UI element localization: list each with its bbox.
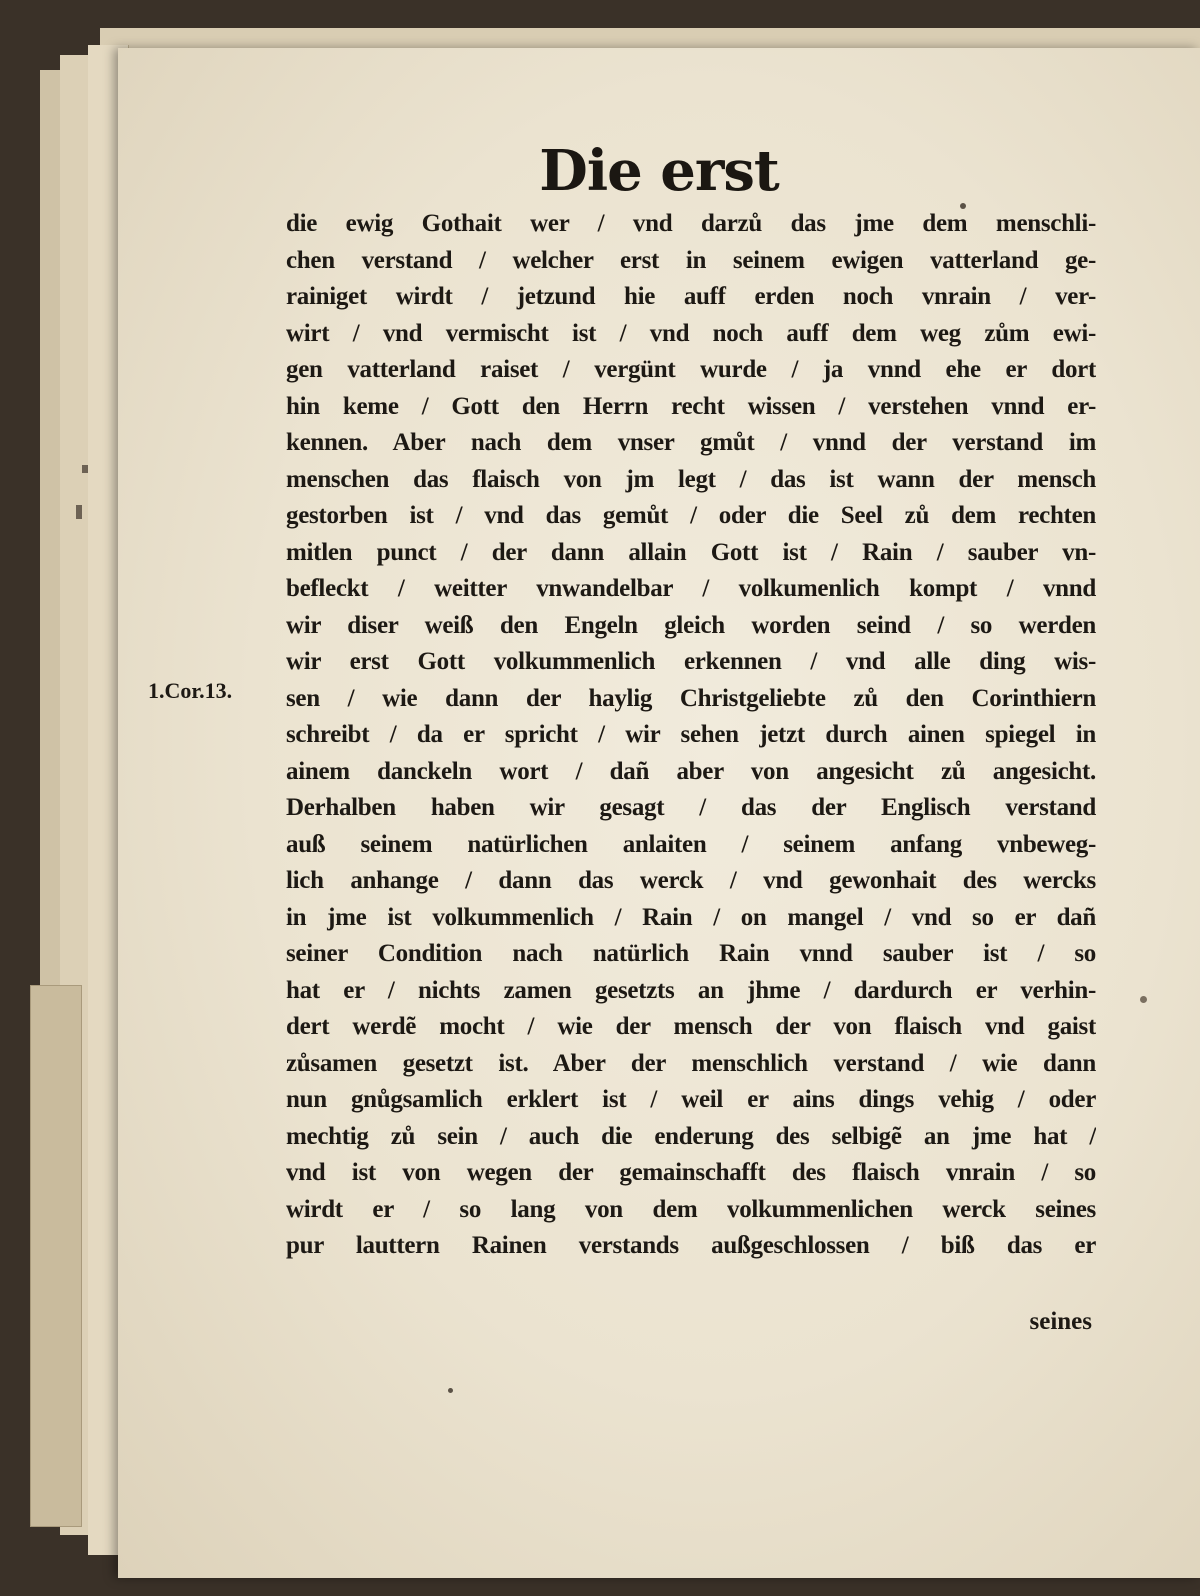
text-line: hat er / nichts zamen gesetzts an jhme / dardurch er verhin-: [286, 976, 1096, 1004]
text-line: menschen das flaisch von jm legt / das ist wann der mensch: [286, 465, 1096, 493]
text-line: rainiget wirdt / jetzund hie auff erden noch vnrain / ver-: [286, 283, 1096, 310]
text-line: schreibt / da er spricht / wir sehen jetzt durch ainen spiegel in: [286, 721, 1096, 748]
text-line: nun gnůgsamlich erklert ist / weil er ains dings vehig / oder: [286, 1086, 1096, 1113]
catchword: seines: [1029, 1308, 1092, 1335]
text-line: auß seinem natürlichen anlaiten / seinem anfang vnbeweg-: [286, 830, 1096, 858]
book-page: [118, 48, 1200, 1578]
text-line: sen / wie dann der haylig Christgeliebte zů den Corinthiern: [286, 684, 1096, 712]
text-line: ainem danckeln wort / dañ aber von angesicht zů angesicht.: [286, 757, 1096, 785]
text-line: seiner Condition nach natürlich Rain vnnd sauber ist / so: [286, 940, 1096, 967]
text-line: lich anhange / dann das werck / vnd gewonhait des wercks: [286, 867, 1096, 894]
body-text: [286, 206, 1096, 1265]
text-line: chen verstand / welcher erst in seinem ewigen vatterland ge-: [286, 246, 1096, 274]
binding-mark: [82, 465, 88, 473]
text-line: dert werdẽ mocht / wie der mensch der von flaisch vnd gaist: [286, 1013, 1096, 1040]
ink-speck: [448, 1388, 453, 1393]
text-line: gestorben ist / vnd das gemůt / oder die Seel zů dem rechten: [286, 502, 1096, 529]
text-line: gen vatterland raiset / vergünt wurde / ja vnnd ehe er dort: [286, 356, 1096, 383]
ink-speck: [960, 203, 966, 209]
ink-speck: [1140, 996, 1147, 1003]
text-line: in jme ist volkummenlich / Rain / on mangel / vnd so er dañ: [286, 903, 1096, 931]
text-line: mechtig zů sein / auch die enderung des selbigẽ an jme hat /: [286, 1122, 1096, 1150]
text-line: kennen. Aber nach dem vnser gmůt / vnnd der verstand im: [286, 429, 1096, 456]
text-line: wirt / vnd vermischt ist / vnd noch auff dem weg zům ewi-: [286, 319, 1096, 347]
text-line: pur lauttern Rainen verstands außgeschlossen / biß das er: [286, 1232, 1096, 1259]
text-line: die ewig Gothait wer / vnd darzů das jme dem menschli-: [286, 210, 1096, 237]
binding-mark: [76, 505, 82, 519]
text-line: Derhalben haben wir gesagt / das der Englisch verstand: [286, 794, 1096, 821]
text-line: hin keme / Gott den Herrn recht wissen / verstehen vnnd er-: [286, 392, 1096, 420]
text-line: wirdt er / so lang von dem volkummenlichen werck seines: [286, 1195, 1096, 1223]
page-tab-edge: [30, 985, 82, 1527]
text-line: befleckt / weitter vnwandelbar / volkumenlich kompt / vnnd: [286, 575, 1096, 602]
marginal-note: 1.Cor.13.: [148, 678, 233, 703]
text-line: wir erst Gott volkummenlich erkennen / vnd alle ding wis-: [286, 648, 1096, 675]
text-line: vnd ist von wegen der gemainschafft des flaisch vnrain / so: [286, 1159, 1096, 1186]
page-heading: Die erst: [539, 138, 779, 204]
text-line: zůsamen gesetzt ist. Aber der menschlich verstand / wie dann: [286, 1049, 1096, 1077]
text-line: mitlen punct / der dann allain Gott ist / Rain / sauber vn-: [286, 538, 1096, 566]
text-line: wir diser weiß den Engeln gleich worden seind / so werden: [286, 611, 1096, 639]
